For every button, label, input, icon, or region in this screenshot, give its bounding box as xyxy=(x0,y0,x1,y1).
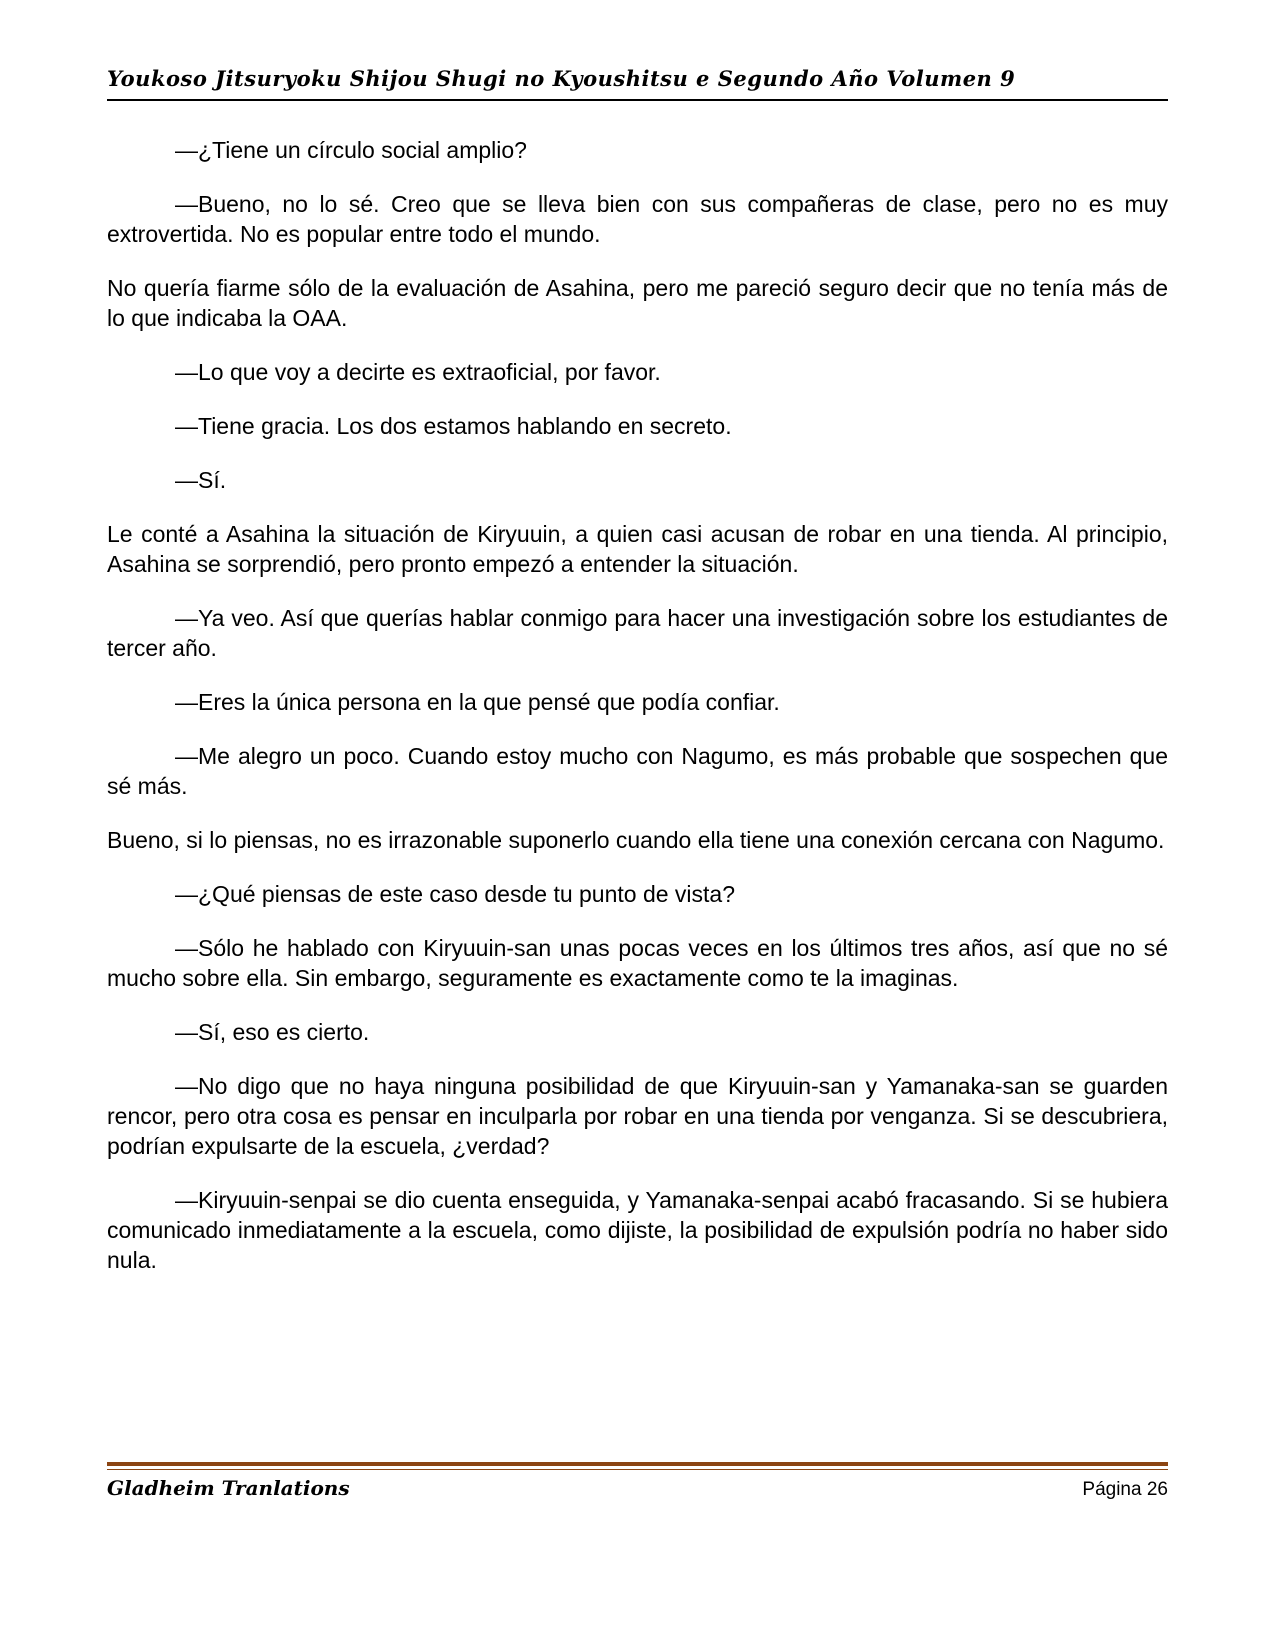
footer-rule xyxy=(107,1462,1168,1470)
paragraph: —Sí, eso es cierto. xyxy=(175,1019,370,1045)
footer-translator-credit: Gladheim Tranlations xyxy=(107,1476,350,1500)
paragraph: —Bueno, no lo sé. Creo que se lleva bien con sus compañeras de clase, pero no es muy extrovertida. No es popular entre todo el mundo. xyxy=(107,191,1168,247)
paragraph: —Lo que voy a decirte es extraoficial, por favor. xyxy=(175,359,661,385)
header-title: Youkoso Jitsuryoku Shijou Shugi no Kyoushitsu e Segundo Año Volumen 9 xyxy=(107,66,1016,91)
paragraph: —Sólo he hablado con Kiryuuin-san unas pocas veces en los últimos tres años, así que no sé mucho sobre ella. Sin embargo, seguramente es exactamente como te la imaginas. xyxy=(107,935,1168,991)
paragraph: Bueno, si lo piensas, no es irrazonable suponerlo cuando ella tiene una conexión cercana con Nagumo. xyxy=(107,827,1165,853)
paragraph: —¿Qué piensas de este caso desde tu punto de vista? xyxy=(175,881,736,907)
page-header xyxy=(107,66,1168,101)
paragraph: —Ya veo. Así que querías hablar conmigo para hacer una investigación sobre los estudiantes de tercer año. xyxy=(107,605,1168,661)
paragraph: —Me alegro un poco. Cuando estoy mucho con Nagumo, es más probable que sospechen que sé más. xyxy=(107,743,1168,799)
footer-row xyxy=(107,1476,1168,1501)
footer-page-number: 26 xyxy=(1146,1479,1168,1500)
paragraph: Le conté a Asahina la situación de Kiryuuin, a quien casi acusan de robar en una tienda. Al principio, Asahina se sorprendió, pero pronto empezó a entender la situación. xyxy=(107,521,1168,577)
header-rule xyxy=(107,99,1168,101)
page-footer xyxy=(107,1462,1168,1501)
paragraph: —No digo que no haya ninguna posibilidad de que Kiryuuin-san y Yamanaka-san se guarden rencor, pero otra cosa es pensar en inculparla por robar en una tienda por venganza. Si se descubriera, podrían expulsarte de la escuela, ¿verdad? xyxy=(107,1073,1168,1159)
paragraph: —Sí. xyxy=(175,467,227,493)
paragraph: No quería fiarme sólo de la evaluación de Asahina, pero me pareció seguro decir que no tenía más de lo que indicaba la OAA. xyxy=(107,275,1168,331)
paragraph: —Eres la única persona en la que pensé que podía confiar. xyxy=(175,689,780,715)
footer-page-label: Página xyxy=(1082,1479,1142,1500)
page-content xyxy=(107,66,1168,1299)
paragraph: —¿Tiene un círculo social amplio? xyxy=(175,137,527,163)
paragraph: —Tiene gracia. Los dos estamos hablando en secreto. xyxy=(175,413,732,439)
footer-page-indicator xyxy=(1082,1479,1168,1501)
body-text xyxy=(107,135,1168,1275)
paragraph: —Kiryuuin-senpai se dio cuenta enseguida, y Yamanaka-senpai acabó fracasando. Si se hubiera comunicado inmediatamente a la escuela, como dijiste, la posibilidad de expulsión podría no haber sido nula. xyxy=(107,1187,1168,1273)
